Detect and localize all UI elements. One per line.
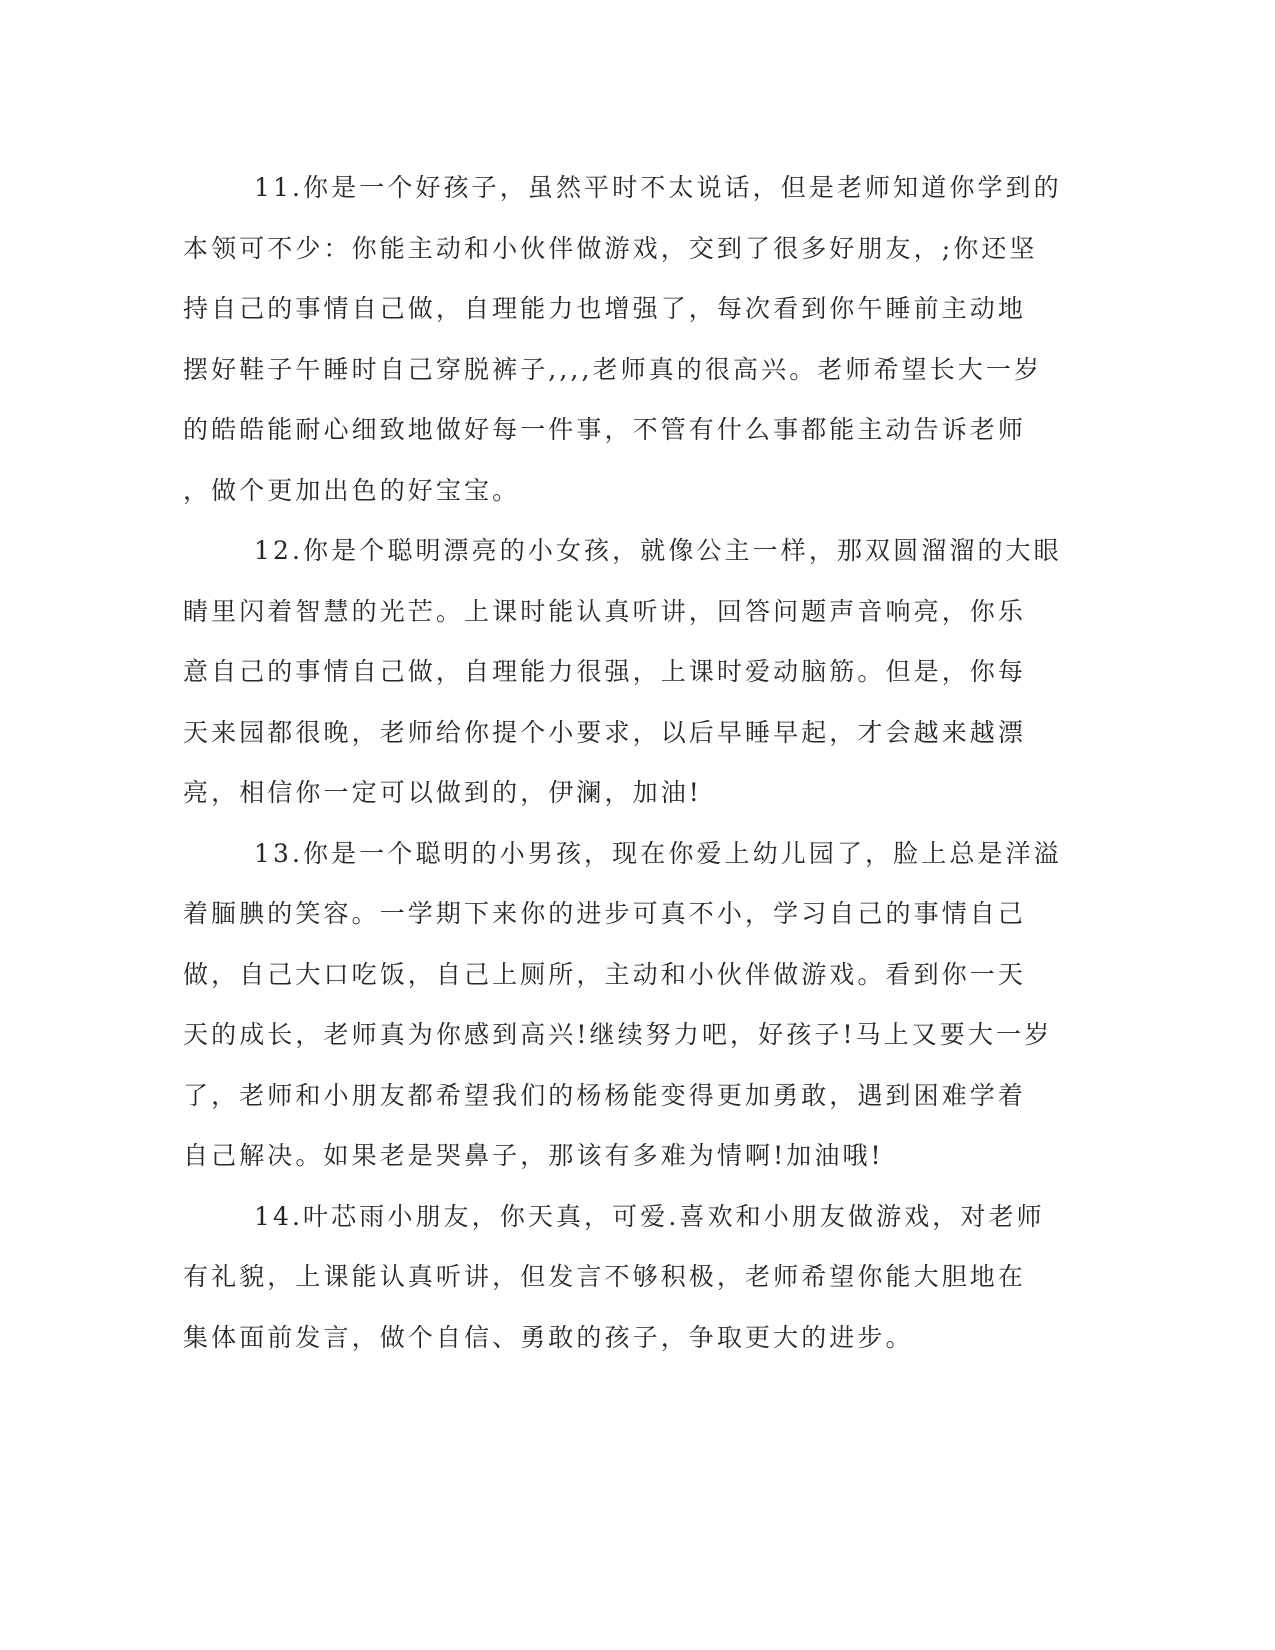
paragraph-line: 摆好鞋子午睡时自己穿脱裤子,,,,老师真的很高兴。老师希望长大一岁	[183, 354, 1043, 384]
paragraph-line: 本领可不少：你能主动和小伙伴做游戏，交到了很多好朋友，;你还坚	[183, 233, 1038, 263]
comment-paragraph-13	[183, 824, 1062, 1187]
document-body	[183, 158, 1062, 1368]
paragraph-line: 12.你是个聪明漂亮的小女孩，就像公主一样，那双圆溜溜的大眼	[254, 536, 1062, 565]
paragraph-line: 自己解决。如果老是哭鼻子，那该有多难为情啊!加油哦!	[183, 1141, 884, 1170]
paragraph-line: 11.你是一个好孩子，虽然平时不太说话，但是老师知道你学到的	[254, 173, 1062, 202]
paragraph-line: ，做个更加出色的好宝宝。	[183, 475, 521, 505]
paragraph-line: 持自己的事情自己做，自理能力也增强了，每次看到你午睡前主动地	[183, 294, 1027, 323]
comment-paragraph-14	[183, 1187, 1043, 1369]
paragraph-line: 的皓皓能耐心细致地做好每一件事，不管有什么事都能主动告诉老师	[183, 415, 1027, 444]
paragraph-line: 睛里闪着智慧的光芒。上课时能认真听讲，回答问题声音响亮，你乐	[183, 596, 1027, 626]
paragraph-line: 有礼貌，上课能认真听讲，但发言不够积极，老师希望你能大胆地在	[183, 1262, 1027, 1291]
paragraph-line: 做，自己大口吃饭，自己上厕所，主动和小伙伴做游戏。看到你一天	[183, 959, 1027, 989]
paragraph-line: 13.你是一个聪明的小男孩，现在你爱上幼儿园了，脸上总是洋溢	[254, 838, 1062, 868]
paragraph-line: 着腼腆的笑容。一学期下来你的进步可真不小，学习自己的事情自己	[183, 899, 1027, 928]
comment-paragraph-11	[183, 158, 1062, 521]
paragraph-line: 了，老师和小朋友都希望我们的杨杨能变得更加勇敢，遇到困难学着	[183, 1080, 1027, 1110]
paragraph-line: 天来园都很晚，老师给你提个小要求，以后早睡早起，才会越来越漂	[183, 717, 1027, 747]
paragraph-line: 意自己的事情自己做，自理能力很强，上课时爱动脑筋。但是，你每	[183, 657, 1027, 686]
paragraph-line: 集体面前发言，做个自信、勇敢的孩子，争取更大的进步。	[183, 1322, 914, 1352]
paragraph-line: 天的成长，老师真为你感到高兴!继续努力吧，好孩子!马上又要大一岁	[183, 1020, 1053, 1049]
comment-paragraph-12	[183, 521, 1062, 824]
paragraph-line: 亮，相信你一定可以做到的，伊澜，加油!	[183, 778, 702, 807]
paragraph-line: 14.叶芯雨小朋友，你天真，可爱.喜欢和小朋友做游戏，对老师	[254, 1201, 1045, 1231]
